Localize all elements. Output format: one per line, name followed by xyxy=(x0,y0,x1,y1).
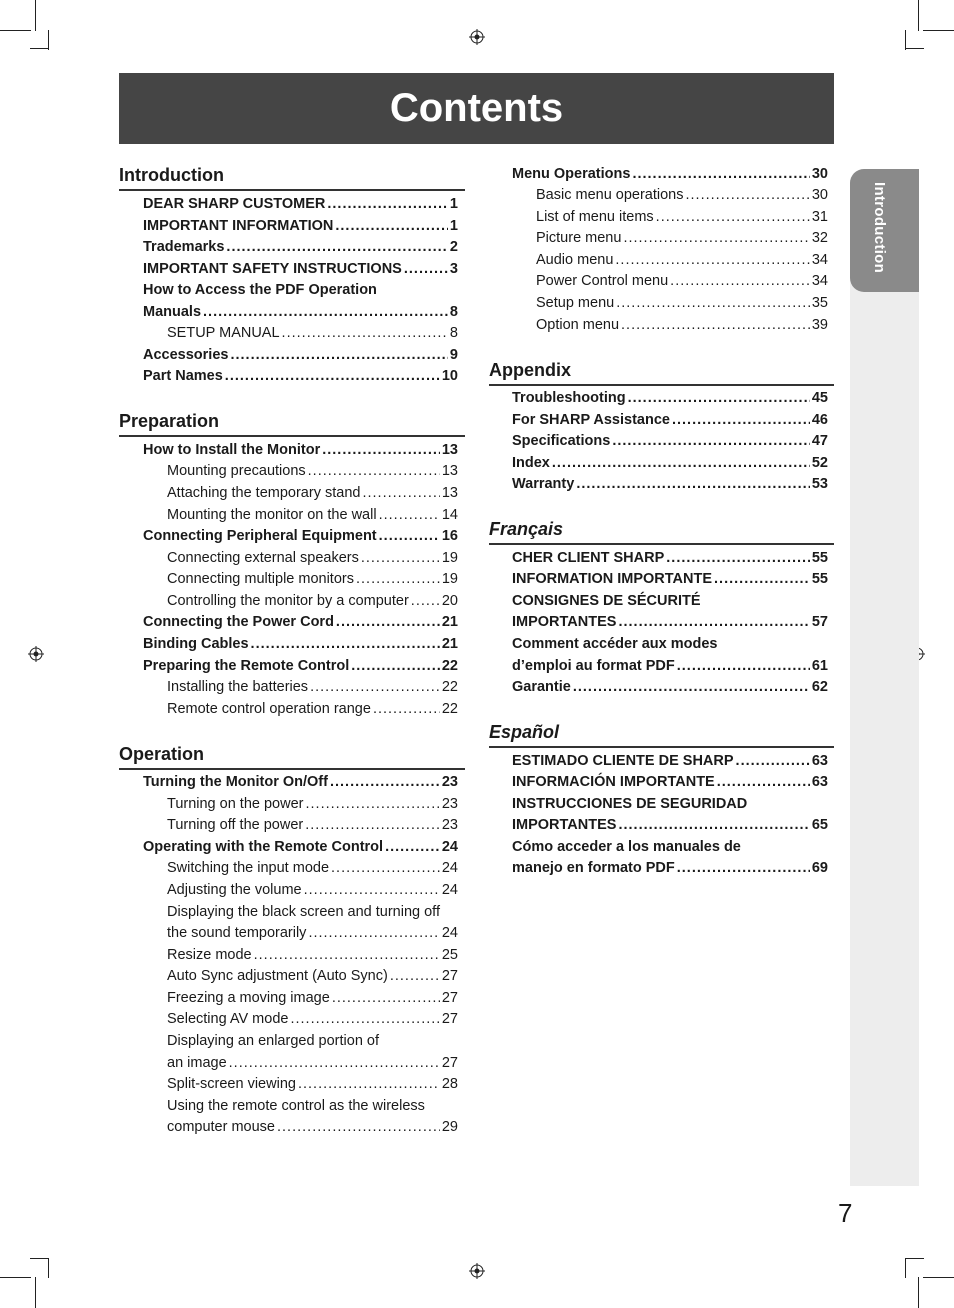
toc-subentry[interactable]: Connecting multiple monitors ..... 19 xyxy=(167,569,458,590)
toc-entry[interactable]: Connecting the Power Cord ..... 21 xyxy=(143,612,458,633)
toc-entry[interactable]: CHER CLIENT SHARP ..... 55 xyxy=(512,548,828,569)
toc-subentry[interactable]: Resize mode ..... 25 xyxy=(167,945,458,966)
toc-subentry[interactable]: Turning off the power ..... 23 xyxy=(167,815,458,836)
toc-subentry[interactable]: Mounting precautions ..... 13 xyxy=(167,461,458,482)
toc-entry[interactable]: IMPORTANT SAFETY INSTRUCTIONS ..... 3 xyxy=(143,259,458,280)
crop-mark xyxy=(0,1277,31,1278)
side-tab-track xyxy=(850,169,919,1186)
toc-subentry[interactable]: Mounting the monitor on the wall ..... 14 xyxy=(167,505,458,526)
toc-entry[interactable]: Connecting Peripheral Equipment ..... 16 xyxy=(143,526,458,547)
toc-subentry[interactable]: Switching the input mode ..... 24 xyxy=(167,858,458,879)
side-tab-label: Introduction xyxy=(871,182,888,274)
section-heading-espanol: Español xyxy=(489,722,560,742)
crop-mark xyxy=(30,48,49,49)
toc-subentry[interactable]: Connecting external speakers ..... 19 xyxy=(167,548,458,569)
toc-subentry[interactable]: Picture menu ..... 32 xyxy=(536,228,828,249)
section-heading-francais: Français xyxy=(489,519,564,539)
section-heading-preparation: Preparation xyxy=(119,411,220,431)
section-heading-introduction: Introduction xyxy=(119,165,224,185)
page-title: Contents xyxy=(389,86,564,130)
toc-entry[interactable]: d’emploi au format PDF ..... 61 xyxy=(512,656,828,677)
crop-mark xyxy=(918,1277,919,1308)
section-divider xyxy=(489,543,834,545)
toc-entry[interactable]: Preparing the Remote Control ..... 22 xyxy=(143,656,458,677)
toc-entry-line[interactable]: Cómo acceder a los manuales de xyxy=(512,839,741,855)
crop-mark xyxy=(0,30,31,31)
toc-entry[interactable]: Part Names ..... 10 xyxy=(143,366,458,387)
toc-entry[interactable]: ESTIMADO CLIENTE DE SHARP ..... 63 xyxy=(512,751,828,772)
crop-mark xyxy=(905,48,924,49)
toc-subentry-line[interactable]: Using the remote control as the wireless xyxy=(167,1098,425,1114)
section-divider xyxy=(489,384,834,386)
toc-entry[interactable]: IMPORTANTES ..... 65 xyxy=(512,815,828,836)
toc-entry-line[interactable]: Comment accéder aux modes xyxy=(512,636,718,652)
registration-mark-icon xyxy=(28,646,44,662)
toc-entry[interactable]: Manuals ..... 8 xyxy=(143,302,458,323)
toc-entry[interactable]: Trademarks ..... 2 xyxy=(143,237,458,258)
toc-entry[interactable]: Warranty ..... 53 xyxy=(512,474,828,495)
section-heading-operation: Operation xyxy=(119,744,205,764)
toc-entry[interactable]: Garantie ..... 62 xyxy=(512,677,828,698)
toc-subentry[interactable]: Selecting AV mode ..... 27 xyxy=(167,1009,458,1030)
section-divider xyxy=(489,746,834,748)
toc-subentry[interactable]: Freezing a moving image ..... 27 xyxy=(167,988,458,1009)
crop-mark xyxy=(48,30,49,50)
toc-subentry[interactable]: the sound temporarily ..... 24 xyxy=(167,923,458,944)
crop-mark xyxy=(48,1258,49,1278)
toc-entry[interactable]: How to Install the Monitor ..... 13 xyxy=(143,440,458,461)
toc-entry-line[interactable]: CONSIGNES DE SÉCURITÉ xyxy=(512,593,701,609)
crop-mark xyxy=(35,1277,36,1308)
toc-entry[interactable]: Operating with the Remote Control ..... 24 xyxy=(143,837,458,858)
toc-entry[interactable]: Accessories ..... 9 xyxy=(143,345,458,366)
toc-subentry[interactable]: SETUP MANUAL ..... 8 xyxy=(167,323,458,344)
toc-subentry[interactable]: Basic menu operations ..... 30 xyxy=(536,185,828,206)
toc-subentry[interactable]: Power Control menu ..... 34 xyxy=(536,271,828,292)
toc-entry-line[interactable]: INSTRUCCIONES DE SEGURIDAD xyxy=(512,796,748,812)
toc-entry[interactable]: Binding Cables ..... 21 xyxy=(143,634,458,655)
page-number: 7 xyxy=(838,1198,853,1228)
title-banner xyxy=(119,73,834,144)
crop-mark xyxy=(923,30,954,31)
section-divider xyxy=(119,768,465,770)
toc-entry[interactable]: manejo en formato PDF ..... 69 xyxy=(512,858,828,879)
crop-mark xyxy=(30,1258,49,1259)
toc-subentry[interactable]: Option menu ..... 39 xyxy=(536,315,828,336)
toc-entry-line[interactable]: How to Access the PDF Operation xyxy=(143,282,377,298)
crop-mark xyxy=(905,1258,924,1259)
toc-subentry[interactable]: computer mouse ..... 29 xyxy=(167,1117,458,1138)
toc-entry[interactable]: Menu Operations ..... 30 xyxy=(512,164,828,185)
toc-subentry[interactable]: Setup menu ..... 35 xyxy=(536,293,828,314)
toc-entry[interactable]: INFORMATION IMPORTANTE ..... 55 xyxy=(512,569,828,590)
toc-entry[interactable]: INFORMACIÓN IMPORTANTE ..... 63 xyxy=(512,772,828,793)
toc-subentry[interactable]: Auto Sync adjustment (Auto Sync) ..... 27 xyxy=(167,966,458,987)
toc-entry[interactable]: Specifications ..... 47 xyxy=(512,431,828,452)
crop-mark xyxy=(35,0,36,31)
toc-subentry[interactable]: Remote control operation range ..... 22 xyxy=(167,699,458,720)
toc-entry[interactable]: Index ..... 52 xyxy=(512,453,828,474)
toc-subentry[interactable]: List of menu items ..... 31 xyxy=(536,207,828,228)
toc-entry[interactable]: Turning the Monitor On/Off ..... 23 xyxy=(143,772,458,793)
toc-entry[interactable]: IMPORTANT INFORMATION ..... 1 xyxy=(143,216,458,237)
toc-subentry[interactable]: Installing the batteries ..... 22 xyxy=(167,677,458,698)
toc-subentry-line[interactable]: Displaying the black screen and turning off xyxy=(167,904,440,920)
toc-entry[interactable]: IMPORTANTES ..... 57 xyxy=(512,612,828,633)
toc-subentry[interactable]: Adjusting the volume ..... 24 xyxy=(167,880,458,901)
section-heading-appendix: Appendix xyxy=(489,360,572,380)
toc-subentry[interactable]: Controlling the monitor by a computer ..... 20 xyxy=(167,591,458,612)
registration-mark-icon xyxy=(469,29,485,45)
section-divider xyxy=(119,189,465,191)
section-divider xyxy=(119,435,465,437)
toc-entry[interactable]: For SHARP Assistance ..... 46 xyxy=(512,410,828,431)
crop-mark xyxy=(918,0,919,31)
crop-mark xyxy=(905,1258,906,1278)
toc-subentry[interactable]: an image ..... 27 xyxy=(167,1053,458,1074)
toc-entry[interactable]: DEAR SHARP CUSTOMER ..... 1 xyxy=(143,194,458,215)
toc-subentry[interactable]: Turning on the power ..... 23 xyxy=(167,794,458,815)
toc-entry[interactable]: Troubleshooting ..... 45 xyxy=(512,388,828,409)
toc-subentry-line[interactable]: Displaying an enlarged portion of xyxy=(167,1033,379,1049)
crop-mark xyxy=(905,30,906,50)
toc-subentry[interactable]: Attaching the temporary stand ..... 13 xyxy=(167,483,458,504)
registration-mark-icon xyxy=(469,1263,485,1279)
toc-subentry[interactable]: Audio menu ..... 34 xyxy=(536,250,828,271)
toc-subentry[interactable]: Split-screen viewing ..... 28 xyxy=(167,1074,458,1095)
crop-mark xyxy=(923,1277,954,1278)
